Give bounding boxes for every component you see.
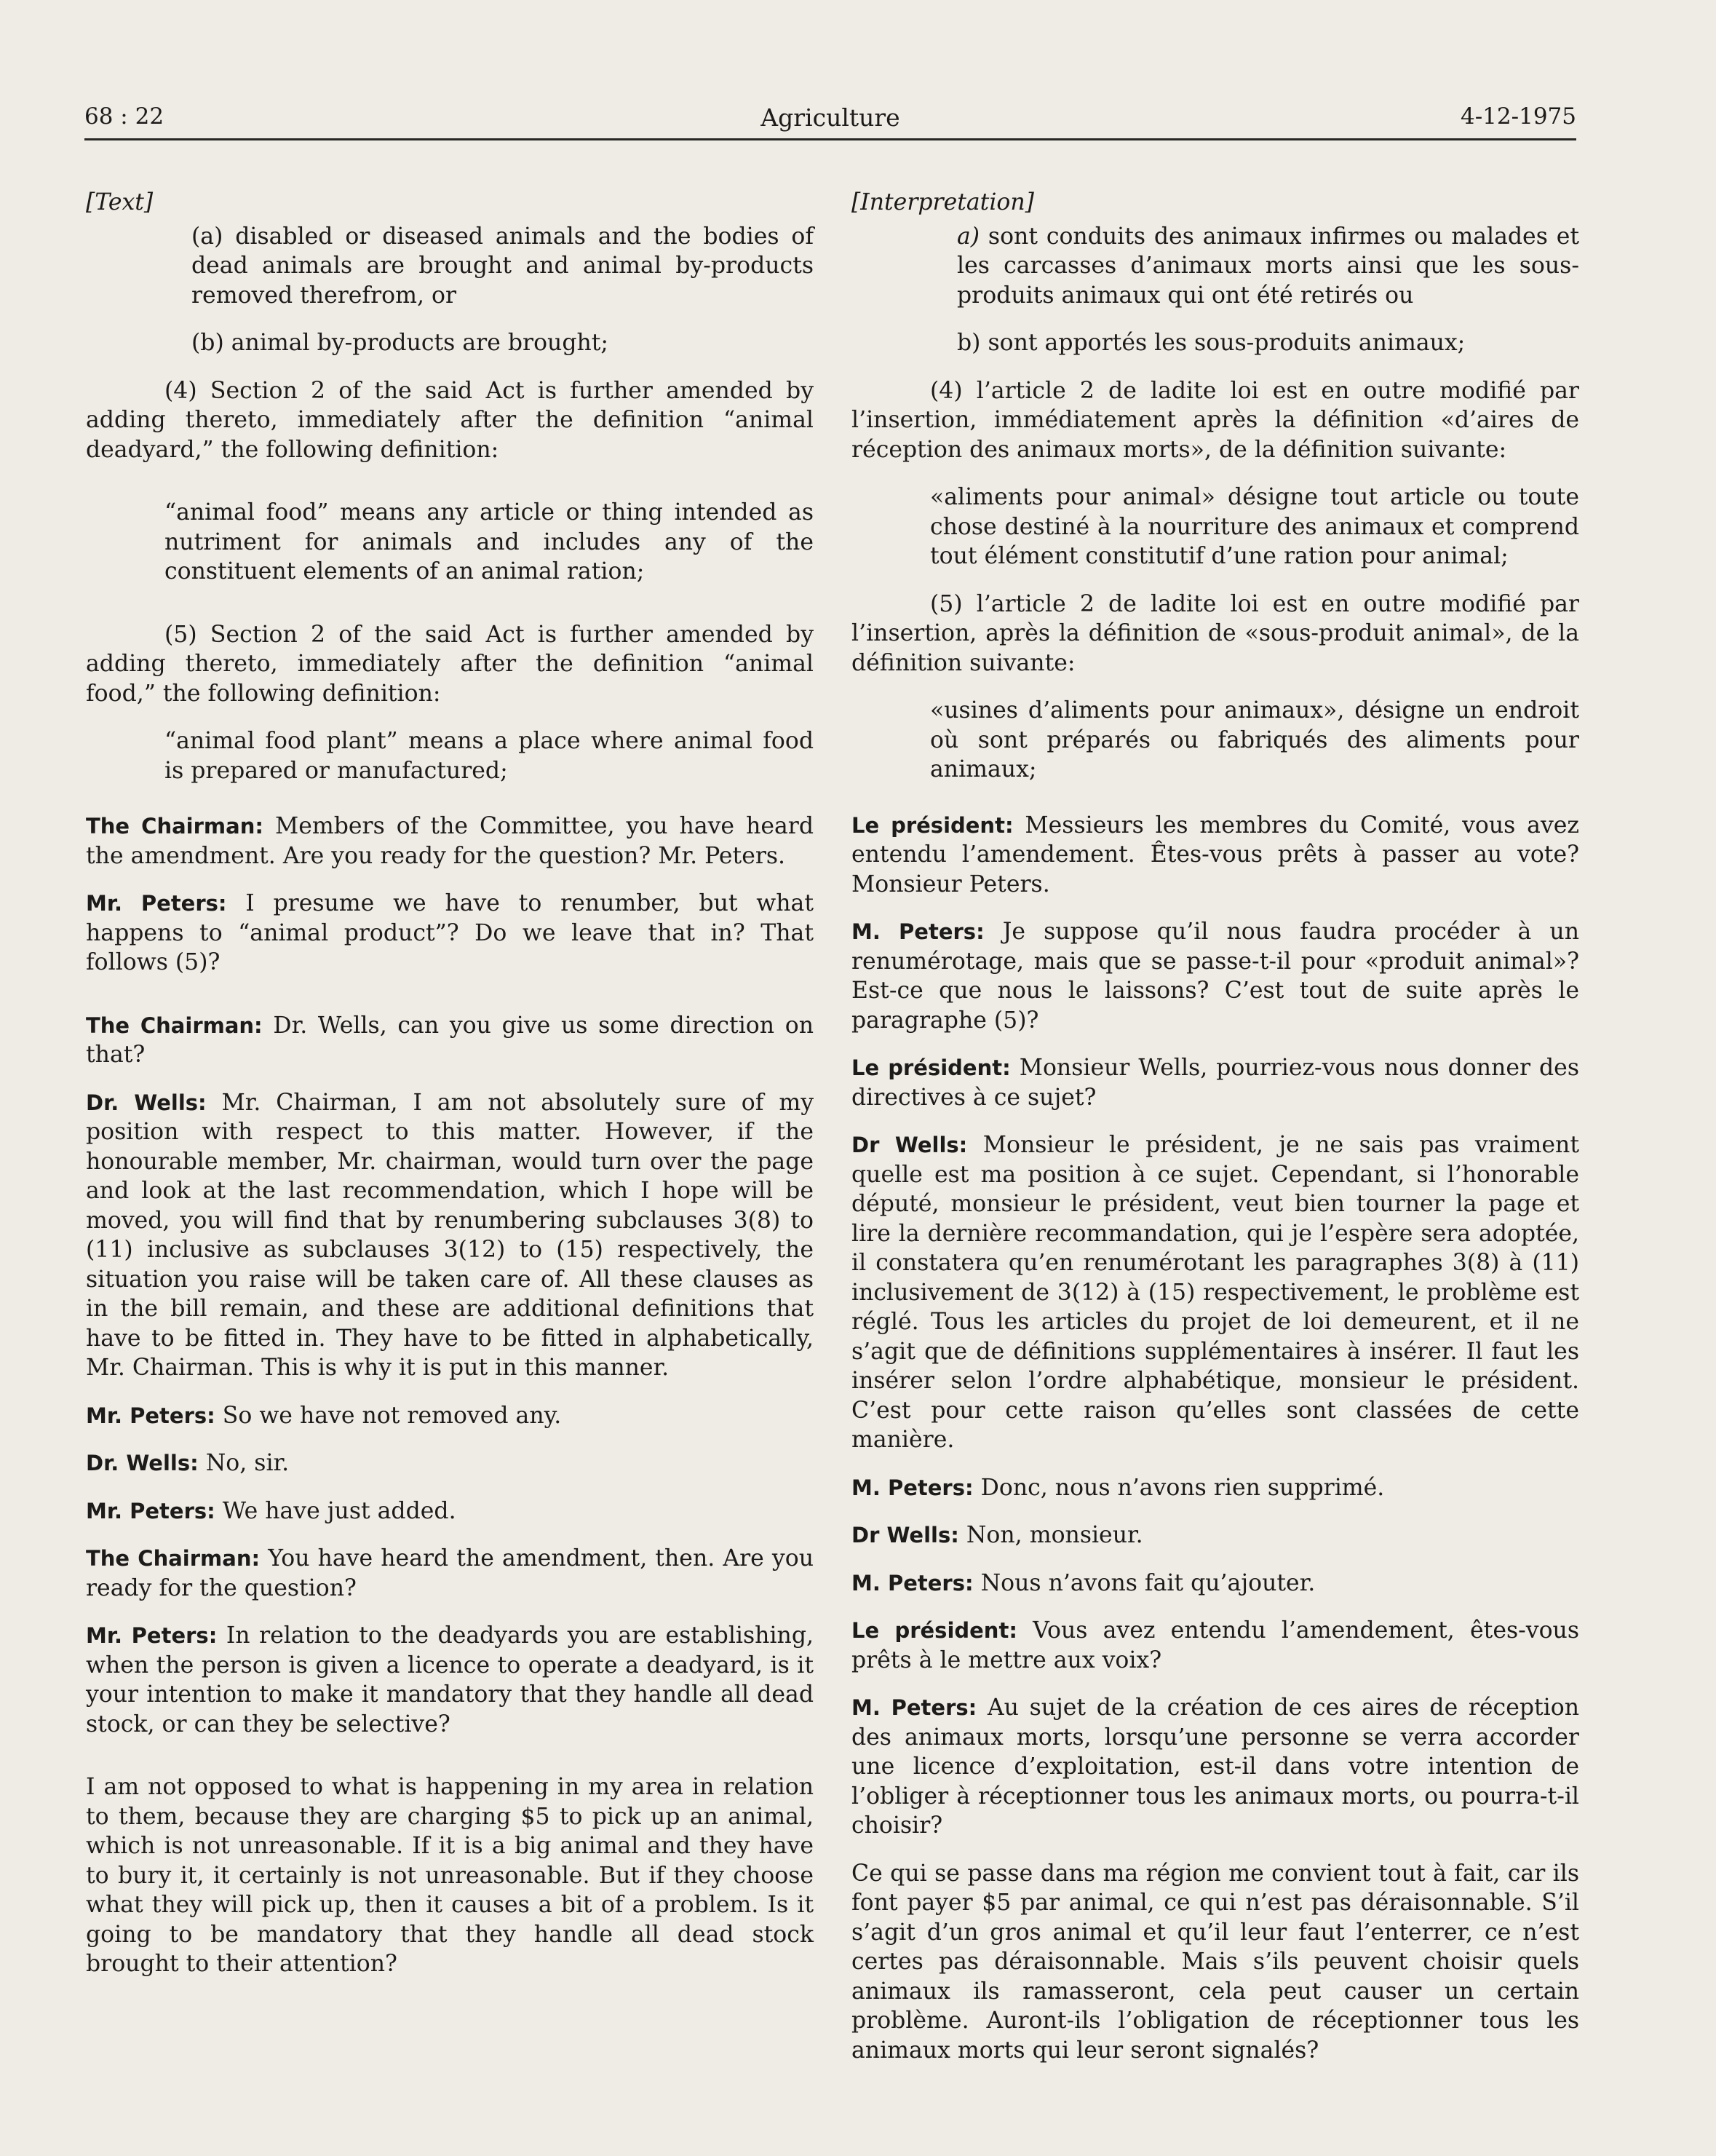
speaker-label: Le président:: [851, 1618, 1017, 1643]
definition-animal-food: [86, 498, 814, 587]
speech-text: No, sir.: [198, 1450, 290, 1476]
speech-text: Vous avez entendu l’amendement, êtes-vous prêts à le mettre aux voix?: [851, 1617, 1579, 1673]
speaker-label: Le président:: [851, 1055, 1011, 1080]
speaker-label: Mr. Peters:: [86, 1623, 218, 1648]
speech-wells-1: [86, 1088, 814, 1383]
speaker-label: The Chairman:: [86, 1012, 263, 1038]
clause-letter: a): [957, 223, 980, 250]
speech-peters-4-fr: [851, 1693, 1579, 1841]
speech-text: Monsieur Wells, pourriez-vous nous donner des directives à ce sujet?: [851, 1055, 1579, 1111]
interpretation-marker: [Interpretation]: [851, 189, 1034, 215]
speech-text: Messieurs les membres du Comité, vous avez entendu l’amendement. Êtes-vous prêts à passer au vote? Monsieur Peters.: [851, 812, 1579, 897]
speaker-label: Dr Wells:: [851, 1523, 959, 1547]
speaker-label: M. Peters:: [851, 1475, 974, 1500]
speaker-label: Dr. Wells:: [86, 1451, 199, 1475]
running-title: Agriculture: [760, 103, 900, 132]
speaker-label: The Chairman:: [86, 814, 263, 839]
speech-text: Non, monsieur.: [958, 1522, 1143, 1548]
speech-chairman-1: [86, 812, 814, 871]
speaker-label: Mr. Peters:: [86, 1403, 215, 1428]
definition-text: “animal food” means any article or thing intended as nutriment for animals and includes any of the constituent elements of an animal ration;: [164, 499, 814, 584]
speech-peters-2: [86, 1401, 814, 1431]
speech-chairman-2: [86, 1011, 814, 1070]
speech-text: Dr. Wells, can you give us some direction on that?: [86, 1012, 814, 1068]
definition-animal-food-plant: “animal food plant” means a place where animal food is prepared or manufactured;: [164, 728, 814, 784]
speech-president-3: [851, 1616, 1579, 1675]
subsection-4: (4) Section 2 of the said Act is further amended by adding thereto, immediately after the definition “animal deadyard,” the following definition:: [86, 377, 814, 463]
speech-president-1: [851, 811, 1579, 900]
page-header: [84, 103, 1576, 140]
speaker-label: Mr. Peters:: [86, 891, 227, 916]
speech-text: So we have not removed any.: [215, 1402, 562, 1429]
speaker-label: M. Peters:: [851, 1570, 974, 1596]
sitting-date: 4-12-1975: [1460, 103, 1576, 130]
speaker-label: M. Peters:: [851, 1695, 977, 1720]
speech-text: Je suppose qu’il nous faudra procéder à un renumérotage, mais que se passe-t-il pour «produit animal»? Est-ce que nous le laissons? C’est tout de suite après le paragraphe (5)?: [851, 919, 1579, 1034]
speech-text: Mr. Chairman, I am not absolutely sure of my position with respect to this matter. However, if the honourable member, Mr. chairman, would turn over the page and look at the last recommendation, which I hope will be moved, you will find that by renumbering subclauses 3(8) to (11) inclusive as subclauses 3(12) to (15) respectively, the situation you raise will be taken care of. All these clauses as in the bill remain, and these are additional definitions that have to be fitted in. They have to be fitted in alphabetically, Mr. Chairman. This is why it is put in this manner.: [86, 1089, 814, 1381]
subsection-4-fr: (4) l’article 2 de ladite loi est en outre modifié par l’insertion, immédiatement après la définition «d’aires de réception des animaux morts», de la définition suivante:: [851, 377, 1579, 463]
speech-text: Members of the Committee, you have heard the amendment. Are you ready for the question? Mr. Peters.: [86, 813, 814, 869]
page-number: 68 : 22: [84, 103, 164, 130]
speech-text: In relation to the deadyards you are establishing, when the person is given a licence to operate a deadyard, is it your intention to make it mandatory that they handle all dead stock, or can they be selective?: [86, 1622, 814, 1737]
speech-text: Monsieur le président, je ne sais pas vraiment quelle est ma position à ce sujet. Cependant, si l’honorable député, monsieur le président, veut bien tourner la page et lire la dernière recommandation, qui je l’espère sera adoptée, il constatera qu’en renumérotant les paragraphes 3(8) à (11) inclusivement de 3(12) à (15) respectivement, le problème est réglé. Tous les articles du projet de loi demeurent, et il ne s’agit que de définitions supplémentaires à insérer. Il faut les insérer selon l’ordre alphabétique, monsieur le président. C’est pour cette raison qu’elles sont classées de cette manière.: [851, 1132, 1579, 1453]
text-marker: [Text]: [86, 189, 154, 215]
clause-text: sont conduits des animaux infirmes ou malades et les carcasses d’animaux morts ainsi que les sous-produits animaux qui ont été retirés ou: [957, 223, 1579, 309]
speech-wells-2-fr: [851, 1521, 1579, 1550]
subsection-5: (5) Section 2 of the said Act is further amended by adding thereto, immediately after the definition “animal food,” the following definition:: [86, 621, 814, 707]
header-rule: [84, 138, 1576, 140]
clause-a: (a) disabled or diseased animals and the bodies of dead animals are brought and animal by-products removed therefrom, or: [191, 223, 814, 309]
subsection-5-fr: (5) l’article 2 de ladite loi est en outre modifié par l’insertion, après la définition de «sous-produit animal», de la définition suivante:: [851, 590, 1579, 676]
english-column: [86, 188, 814, 1997]
speech-wells-1-fr: [851, 1130, 1579, 1455]
speech-peters-1-fr: [851, 917, 1579, 1035]
speech-peters-3-fr: [851, 1569, 1579, 1598]
speech-text: We have just added.: [215, 1497, 456, 1524]
speech-peters-3: [86, 1497, 814, 1526]
speech-peters-4: [86, 1621, 814, 1739]
speech-president-2: [851, 1053, 1579, 1112]
speech-text: I presume we have to renumber, but what happens to “animal product”? Do we leave that in? That follows (5)?: [86, 890, 814, 975]
definition-aliments: «aliments pour animal» désigne tout article ou toute chose destiné à la nourriture des animaux et comprend tout élément constitutif d’une ration pour animal;: [930, 484, 1579, 569]
speech-peters-1: [86, 889, 814, 978]
clause-a-fr: [851, 222, 1579, 311]
clause-b-fr: b) sont apportés les sous-produits animaux;: [957, 330, 1466, 356]
speaker-label: The Chairman:: [86, 1546, 261, 1571]
speaker-label: M. Peters:: [851, 919, 985, 944]
clause-b: (b) animal by-products are brought;: [191, 330, 609, 356]
speaker-label: Dr. Wells:: [86, 1090, 207, 1115]
speech-peters-4-continued: I am not opposed to what is happening in my area in relation to them, because they are charging $5 to pick up an animal, which is not unreasonable. If it is a big animal and they have to bury it, it certainly is not unreasonable. But if they choose what they will pick up, then it causes a bit of a problem. Is it going to be mandatory that they handle all dead stock brought to their attention?: [86, 1774, 814, 1977]
french-column: [851, 188, 1579, 2083]
definition-usines: «usines d’aliments pour animaux», désigne un endroit où sont préparés ou fabriqués des aliments pour animaux;: [930, 697, 1579, 782]
speech-peters-4-continued-fr: Ce qui se passe dans ma région me convient tout à fait, car ils font payer $5 par animal, ce qui n’est pas déraisonnable. S’il s’agit d’un gros animal et qu’il leur faut l’enterrer, ce n’est certes pas déraisonnable. Mais s’ils peuvent choisir quels animaux ils ramasseront, cela peut causer un certain problème. Auront-ils l’obligation de réceptionner tous les animaux morts qui leur seront signalés?: [851, 1860, 1579, 2064]
speaker-label: Le président:: [851, 812, 1014, 838]
speech-chairman-3: [86, 1544, 814, 1603]
speech-text: Donc, nous n’avons rien supprimé.: [973, 1474, 1385, 1501]
speaker-label: Mr. Peters:: [86, 1498, 215, 1523]
speech-text: Nous n’avons fait qu’ajouter.: [973, 1569, 1316, 1596]
speaker-label: Dr Wells:: [851, 1133, 968, 1157]
speech-peters-2-fr: [851, 1473, 1579, 1503]
speech-text: You have heard the amendment, then. Are you ready for the question?: [86, 1545, 814, 1601]
speech-wells-2: [86, 1448, 814, 1478]
speech-text: Au sujet de la création de ces aires de réception des animaux morts, lorsqu’une personne se verra accorder une licence d’exploitation, est-il dans votre intention de l’obliger à réceptionner tous les animaux morts, ou pourra-t-il choisir?: [851, 1695, 1579, 1839]
